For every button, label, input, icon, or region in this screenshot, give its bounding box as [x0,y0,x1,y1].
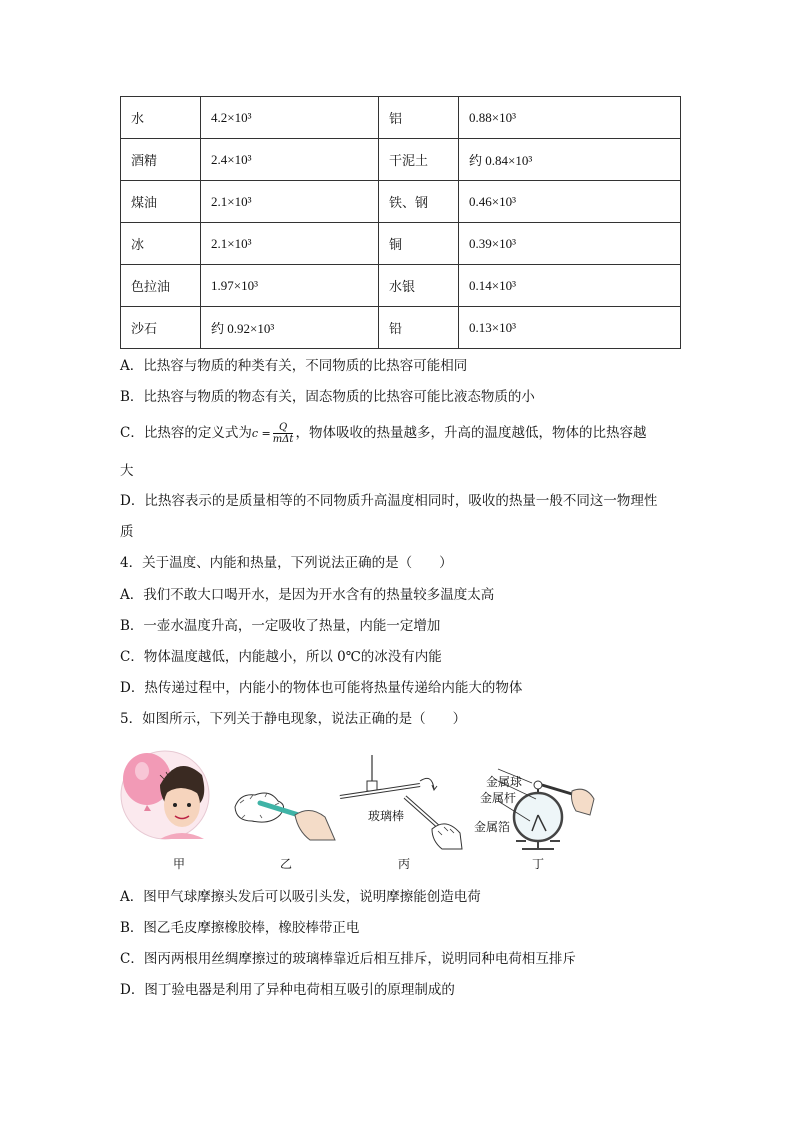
specific-heat-value: 0.88×10³ [459,97,681,139]
caption-jia: 甲 [173,857,186,871]
q3-option-c-text-2: ，物体吸收的热量越多，升高的温度越低，物体的比热容越 [295,425,647,441]
formula-lhs: c = [251,427,271,440]
balloon-girl-illustration [121,751,209,839]
substance-name: 煤油 [121,181,201,223]
table-row [121,139,681,181]
q4-option-b: B．一壶水温度升高，一定吸收了热量，内能一定增加 [120,618,441,634]
label-glass-rod: 玻璃棒 [368,809,405,823]
substance-name: 铁、钢 [379,181,459,223]
q3-option-b: B．比热容与物质的物态有关，固态物质的比热容可能比液态物质的小 [120,389,535,405]
q3-option-c [120,422,646,445]
q3-option-c-continued: 大 [120,463,134,479]
substance-name: 水银 [379,265,459,307]
specific-heat-formula [273,422,294,445]
substance-name: 水 [121,97,201,139]
electrostatics-figure [120,745,610,875]
table-row [121,181,681,223]
specific-heat-value: 2.1×10³ [201,223,379,265]
q3-option-d: D．比热容表示的是质量相等的不同物质升高温度相同时，吸收的热量一般不同这一物理性 [120,493,658,509]
q3-option-d-continued: 质 [120,524,134,540]
q5-option-c: C．图丙两根用丝绸摩擦过的玻璃棒靠近后相互排斥，说明同种电荷相互排斥 [120,951,576,967]
specific-heat-value: 2.4×10³ [201,139,379,181]
q3-option-a: A．比热容与物质的种类有关，不同物质的比热容可能相同 [120,358,468,374]
q4-stem: 4．关于温度、内能和热量，下列说法正确的是（ ） [120,555,453,571]
label-metal-foil: 金属箔 [474,820,511,834]
table-row [121,223,681,265]
caption-bing: 丙 [398,857,411,871]
fur-rubbing-rod-illustration [235,793,335,840]
q5-option-d: D．图丁验电器是利用了异种电荷相互吸引的原理制成的 [120,982,455,998]
formula-denominator: mΔt [272,434,294,445]
substance-name: 铜 [379,223,459,265]
specific-heat-value: 1.97×10³ [201,265,379,307]
specific-heat-value: 约 0.92×10³ [201,307,379,349]
substance-name: 酒精 [121,139,201,181]
specific-heat-table [120,96,681,349]
q4-option-a: A．我们不敢大口喝开水，是因为开水含有的热量较多温度太高 [120,587,495,603]
substance-name: 铝 [379,97,459,139]
substance-name: 铅 [379,307,459,349]
table-row [121,97,681,139]
specific-heat-value: 4.2×10³ [201,97,379,139]
q4-option-d: D．热传递过程中，内能小的物体也可能将热量传递给内能大的物体 [120,680,523,696]
q5-option-a: A．图甲气球摩擦头发后可以吸引头发，说明摩擦能创造电荷 [120,889,481,905]
table-row [121,307,681,349]
specific-heat-value: 2.1×10³ [201,181,379,223]
substance-name: 冰 [121,223,201,265]
label-metal-ball: 金属球 [486,775,523,789]
label-metal-rod: 金属杆 [480,791,517,805]
q5-option-b: B．图乙毛皮摩擦橡胶棒，橡胶棒带正电 [120,920,360,936]
table-row [121,265,681,307]
specific-heat-value: 0.46×10³ [459,181,681,223]
q4-option-c: C．物体温度越低，内能越小，所以 0℃的冰没有内能 [120,649,442,665]
formula-numerator: Q [273,422,294,434]
specific-heat-value: 0.14×10³ [459,265,681,307]
specific-heat-value: 0.39×10³ [459,223,681,265]
q3-option-c-text: C．比热容的定义式为 [120,425,252,441]
substance-name: 干泥土 [379,139,459,181]
substance-name: 沙石 [121,307,201,349]
glass-rods-illustration [340,755,462,849]
q5-stem: 5．如图所示，下列关于静电现象，说法正确的是（ ） [120,711,467,727]
caption-yi: 乙 [280,857,293,871]
specific-heat-value: 0.13×10³ [459,307,681,349]
specific-heat-value: 约 0.84×10³ [459,139,681,181]
substance-name: 色拉油 [121,265,201,307]
caption-ding: 丁 [532,857,545,871]
